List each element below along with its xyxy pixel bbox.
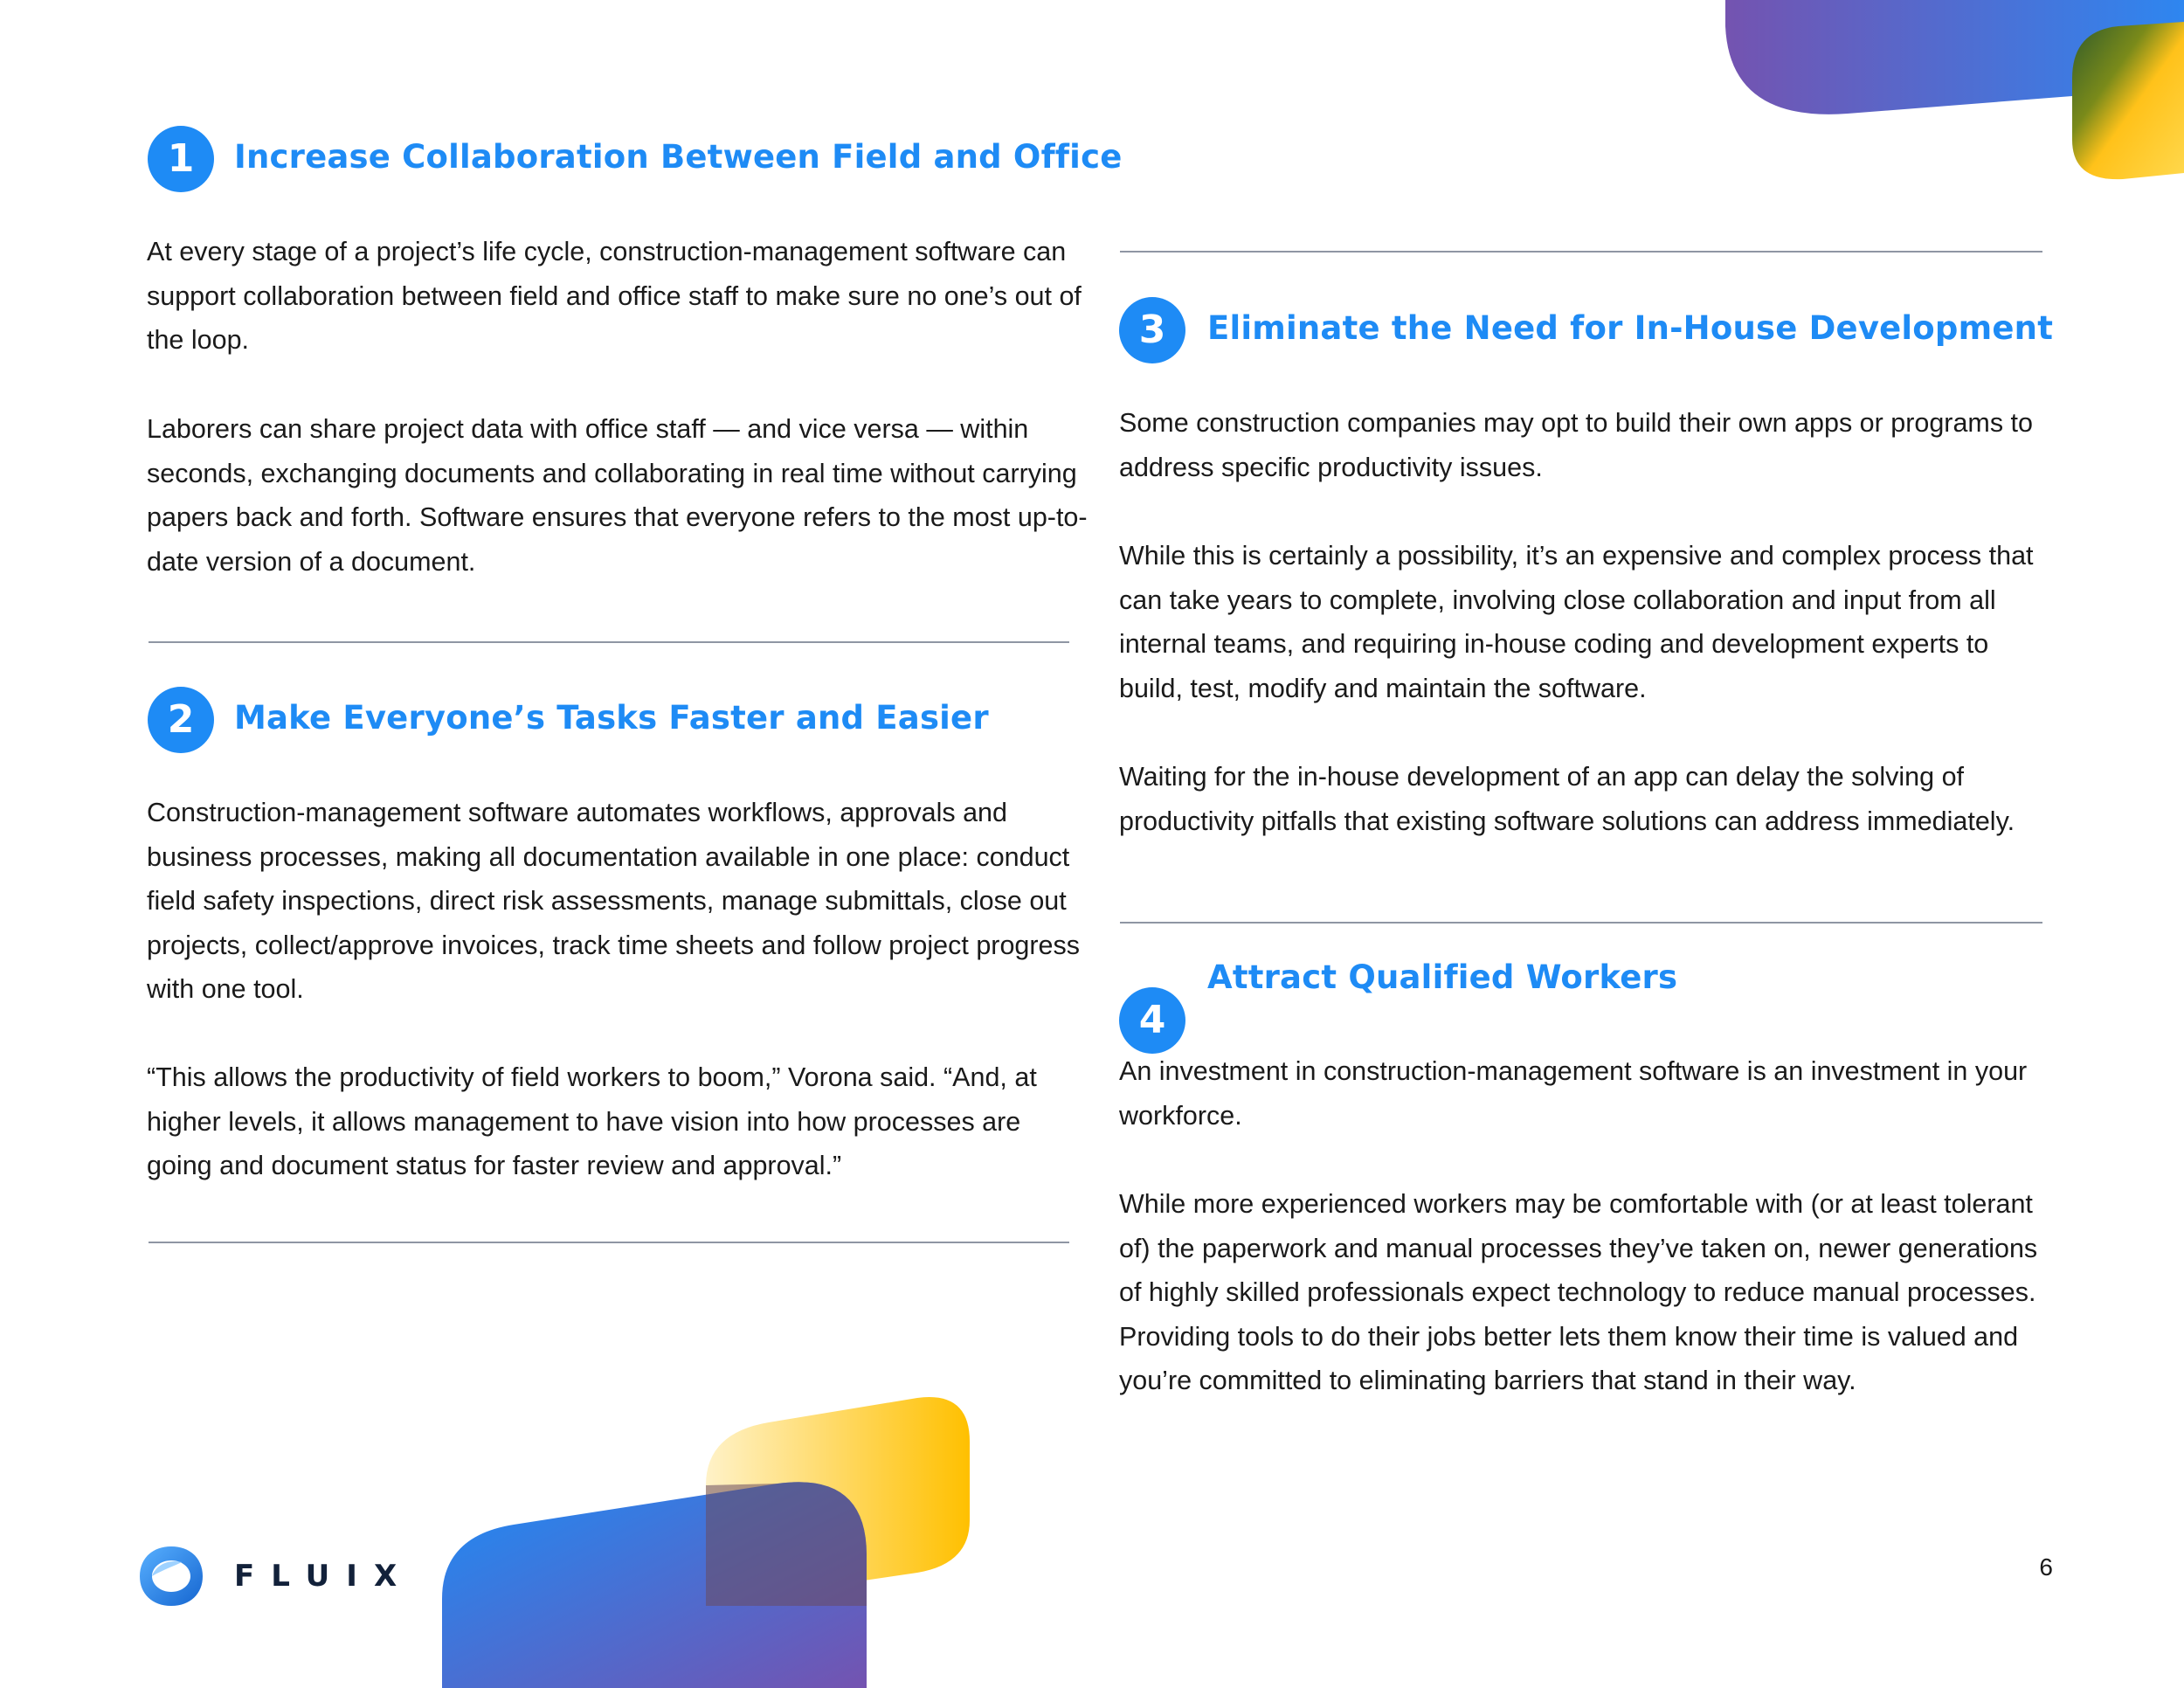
section-2-paragraph-2: “This allows the productivity of field workers to boom,” Vorona said. “And, at higher levels, it allows management to have vision into how processes are going and document status for faster review and approval.”	[147, 1062, 1037, 1181]
divider-2	[149, 1242, 1069, 1243]
section-1-paragraph-1: At every stage of a project’s life cycle, construction-management software can support collaboration between field and office staff to make sure no one’s out of the loop.	[147, 237, 1082, 356]
top-yellow-shape	[2072, 22, 2184, 179]
section-1-title: Increase Collaboration Between Field and Office	[234, 138, 1123, 176]
divider-4	[1120, 922, 2042, 924]
divider-1	[149, 641, 1069, 643]
divider-3	[1120, 251, 2042, 253]
section-3-paragraph-1: Some construction companies may opt to build their own apps or programs to address specific productivity issues.	[1119, 408, 2033, 482]
section-2-number: 2	[148, 687, 214, 753]
brand-name: FLUIX	[234, 1559, 414, 1594]
top-blue-shape	[1725, 0, 2184, 114]
section-2-title: Make Everyone’s Tasks Faster and Easier	[234, 699, 989, 737]
section-4-paragraph-2: While more experienced workers may be comfortable with (or at least tolerant of) the paperwork and manual processes they’ve taken on, newer generations of highly skilled professionals expect technology to reduce manual processes. Providing tools to do their jobs better lets them know their time is valued and you’re committed to eliminating barriers that stand in their way.	[1119, 1189, 2038, 1396]
section-4-title: Attract Qualified Workers	[1207, 958, 1678, 996]
section-3-paragraph-3: Waiting for the in-house development of an app can delay the solving of productivity pitfalls that existing software solutions can address immediately.	[1119, 762, 2015, 836]
section-1-paragraph-2: Laborers can share project data with office staff — and vice versa — within seconds, exchanging documents and collaborating in real time without carrying papers back and forth. Software ensures that everyone refers to the most up-to-date version of a document.	[147, 414, 1088, 577]
section-3-title: Eliminate the Need for In-House Development	[1207, 309, 2054, 347]
bottom-yellow-shape	[706, 1397, 970, 1595]
section-2-paragraph-1: Construction-management software automates workflows, approvals and business processes, making all documentation available in one place: conduct field safety inspections, direct risk assessments, manage submittals, close out projects, collect/approve invoices, track time sheets and follow project progress with one tool.	[147, 798, 1080, 1005]
section-3-paragraph-2: While this is certainly a possibility, it’s an expensive and complex process that can take years to complete, involving close collaboration and input from all internal teams, and requiring in-house coding and development experts to build, test, modify and maintain the software.	[1119, 541, 2034, 703]
section-4-number: 4	[1119, 987, 1185, 1054]
bottom-blue-shape	[442, 1482, 867, 1688]
page-number: 6	[2039, 1553, 2053, 1581]
brand-logo	[136, 1541, 413, 1611]
section-4-paragraph-1: An investment in construction-management software is an investment in your workforce.	[1119, 1056, 2028, 1131]
section-1-number: 1	[148, 126, 214, 192]
bottom-overlap-shape	[706, 1482, 867, 1606]
section-3-number: 3	[1119, 297, 1185, 363]
fluix-logo-icon	[136, 1541, 206, 1611]
